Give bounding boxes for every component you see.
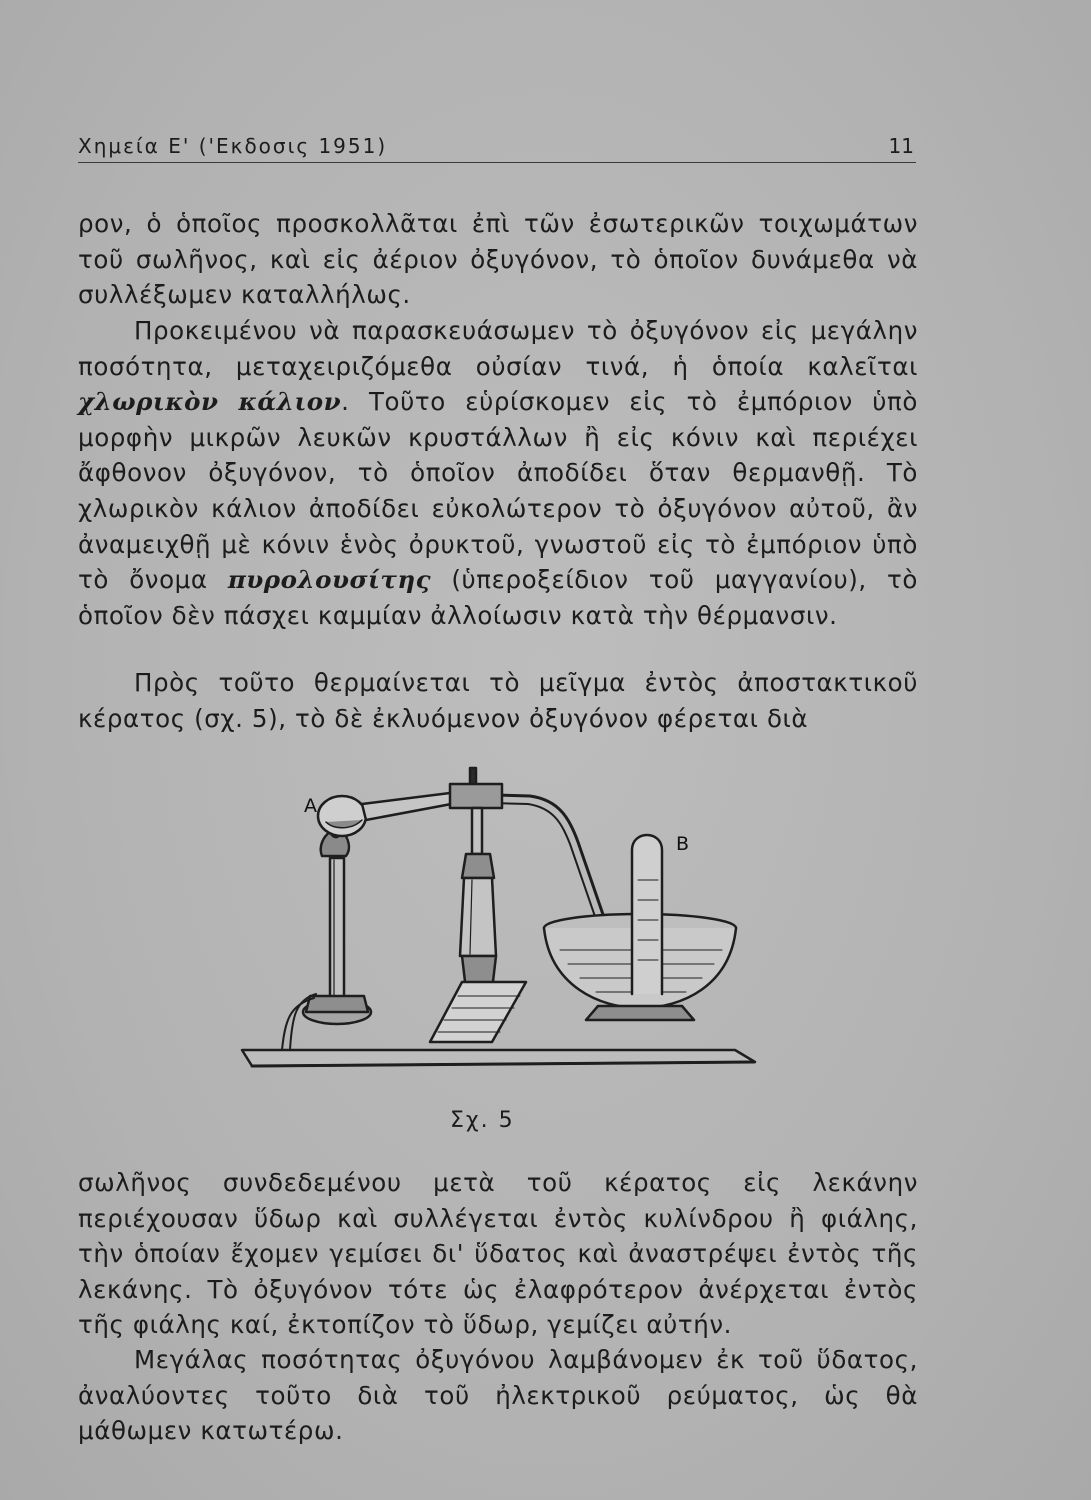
paragraph-collection: σωλῆνος συνδεδεμένου μετὰ τοῦ κέρατος εἰς λεκάνην περιέχουσαν ὕδωρ καὶ συλλέγεται ἐντὸς κυλίνδρου ἢ φιάλης, τὴν ὁποίαν ἔχομεν γεμίσει δι' ὕδατος καὶ ἀναστρέψει ἐντὸς τῆς λεκάνης. Τὸ ὀξυγόνον τότε ὡς ἐλαφρότερον ἀνέρχεται ἐντὸς τῆς φιάλης καί, ἐκτοπίζον τὸ ὕδωρ, γεμίζει αὐτήν.	[78, 1168, 918, 1340]
paragraph-electrolysis: Μεγάλας ποσότητας ὀξυγόνου λαμβάνομεν ἐκ τοῦ ὕδατος, ἀναλύοντες τοῦτο διὰ τοῦ ἠλεκτρικοῦ ρεύματος, ὡς θὰ μάθωμεν κατωτέρω.	[78, 1345, 918, 1446]
paragraph-continuation: ρον, ὁ ὁποῖος προσκολλᾶται ἐπὶ τῶν ἐσωτερικῶν τοιχωμάτων τοῦ σωλῆνος, καὶ εἰς ἀέριον ὀξυγόνον, τὸ ὁποῖον δυνάμεθα νὰ συλλέξωμεν καταλλήλως.	[78, 209, 918, 310]
collecting-cylinder	[632, 835, 662, 994]
apparatus-illustration	[230, 750, 790, 1085]
term-pyrolusite: πυρολουσίτης	[227, 565, 432, 595]
term-potassium-chlorate: χλωρικὸν κάλιον	[78, 387, 342, 417]
running-title: Χημεία Ε' ('Εκδοσις 1951)	[78, 134, 388, 158]
bunsen-burner	[282, 858, 371, 1050]
p2-text-after: (ὑπεροξείδιον τοῦ μαγγανίου), τὸ ὁποῖον δὲν πάσχει καμμίαν ἀλλοίωσιν κατὰ τὴν θέρμανσιν.	[78, 565, 918, 630]
p2-text-before: Προκειμένου νὰ παρασκευάσωμεν τὸ ὀξυγόνον εἰς μεγάλην ποσότητα, μεταχειριζόμεθα οὐσίαν τινά, ἡ ὁποία καλεῖται	[78, 316, 918, 381]
paragraph-potassium-chlorate	[78, 313, 918, 633]
figure-caption: Σχ. 5	[450, 1108, 515, 1133]
label-a: A	[304, 795, 317, 817]
ring-stand	[430, 768, 526, 1042]
figure-oxygen-apparatus	[230, 750, 790, 1085]
p2-text-middle: . Τοῦτο εὑρίσκομεν εἰς τὸ ἐμπόριον ὑπὸ μορφὴν μικρῶν λευκῶν κρυστάλλων ἢ εἰς κόνιν καὶ περιέχει ἄφθονον ὀξυγόνον, τὸ ὁποῖον ἀποδίδει ὅταν θερμανθῇ. Τὸ χλωρικὸν κάλιον ἀποδίδει εὐκολώτερον τὸ ὀξυγόνον αὐτοῦ, ἂν ἀναμειχθῇ μὲ κόνιν ἑνὸς ὀρυκτοῦ, γνωστοῦ εἰς τὸ ἐμπόριον ὑπὸ τὸ ὄνομα	[78, 387, 918, 595]
page-number: 11	[888, 134, 914, 158]
paragraph-heating: Πρὸς τοῦτο θερμαίνεται τὸ μεῖγμα ἐντὸς ἀποστακτικοῦ κέρατος (σχ. 5), τὸ δὲ ἐκλυόμενον ὀξυγόνον φέρεται διὰ	[78, 668, 918, 733]
running-header	[78, 128, 916, 163]
label-b: B	[676, 833, 690, 855]
